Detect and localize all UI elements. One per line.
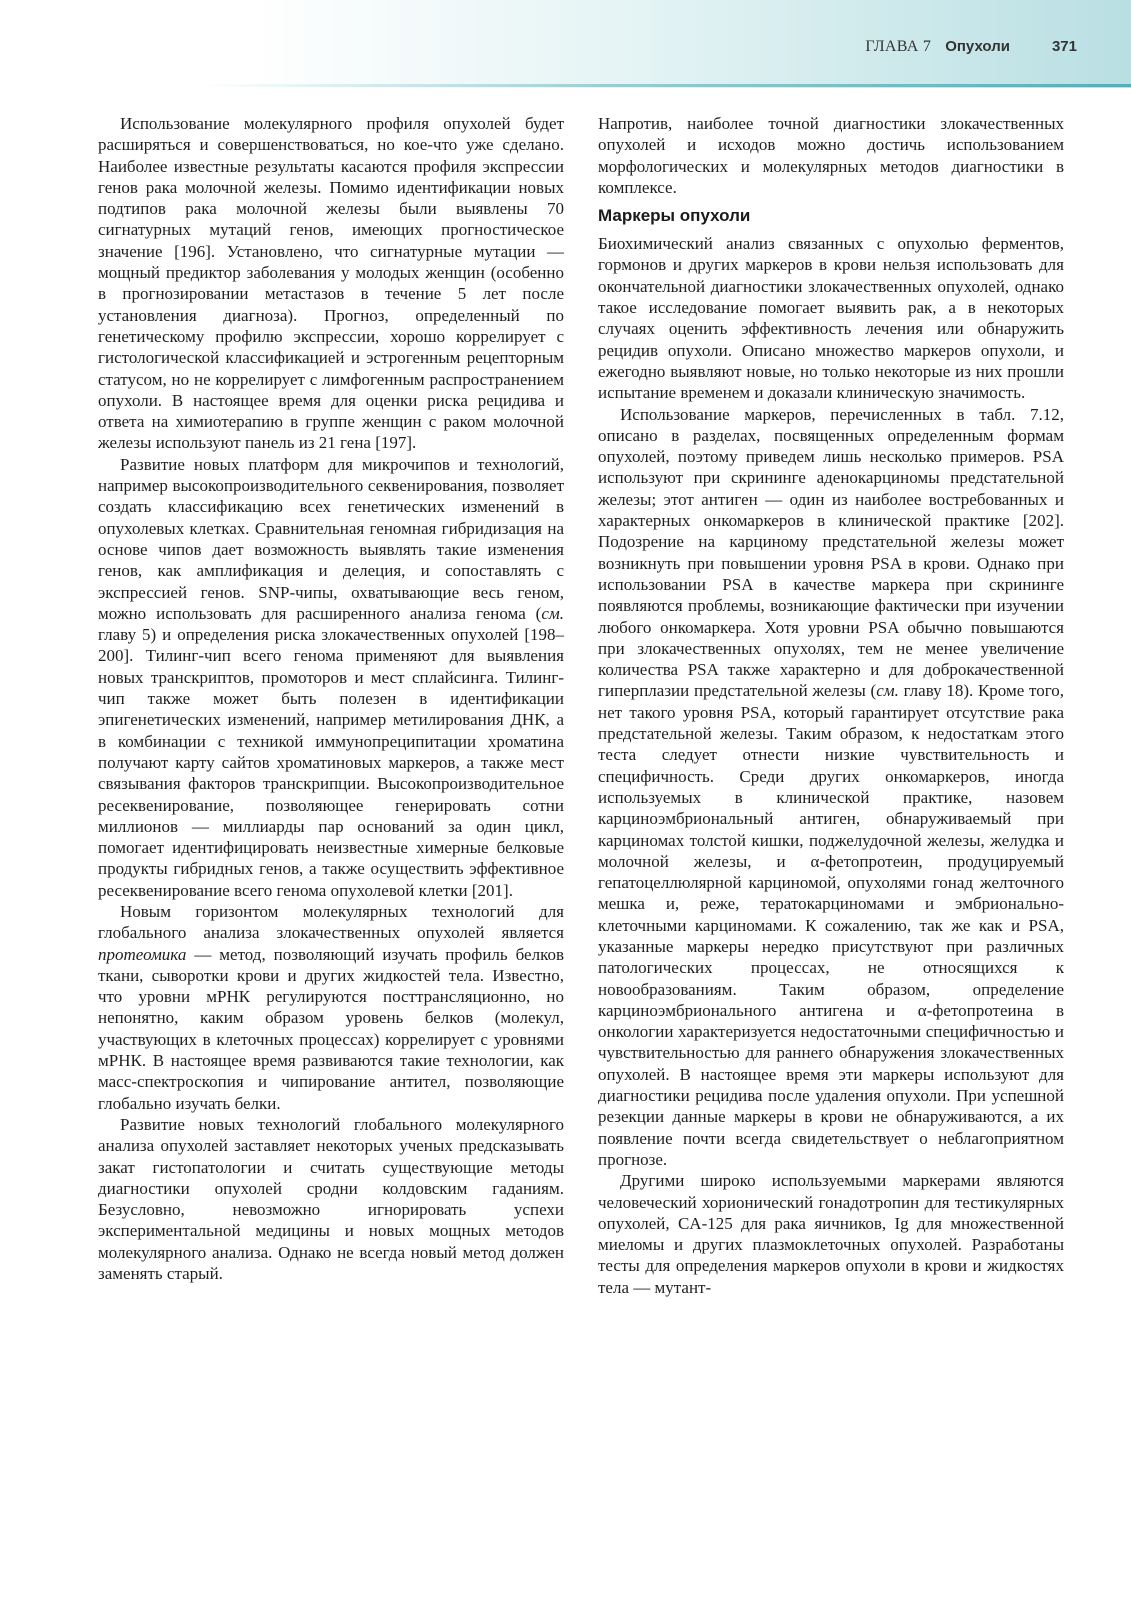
paragraph: Новым горизонтом молекулярных технологий для глобального анализа злокачественных опухолей является протеомика — метод, позволяющий изучать профиль белков ткани, сыворотки крови и других жидкостей тела. Известно, что уровни мРНК регулируются посттрансляционно, но непонятно, каким образом уровень белков (молекул, участвующих в клеточных процессах) коррелирует с уровнями мРНК. В настоящее время развиваются такие технологии, как масс-спектроскопия и чипирование антител, позволяющие глобально изучать белки. xyxy=(98,901,564,1113)
chapter-title: Опухоли xyxy=(945,38,1010,55)
header-rule xyxy=(0,84,1131,87)
paragraph: Биохимический анализ связанных с опухолью ферментов, гормонов и других маркеров в крови нельзя использовать для окончательной диагностики злокачественных опухолей, однако такое исследование помогает выявить рак, а в некоторых случаях оценить эффективность лечения или обнаружить рецидив опухоли. Описано множество маркеров опухоли, и ежегодно выявляют новые, но только некоторые из них прошли испытание временем и доказали клиническую значимость. xyxy=(598,234,1064,403)
left-column xyxy=(98,113,564,1284)
paragraph: Использование маркеров, перечисленных в табл. 7.12, описано в разделах, посвященных определенным формам опухолей, поэтому приведем лишь несколько примеров. PSA используют при скрининге аденокарциномы предстательной железы; этот антиген — один из наиболее востребованных и характерных онкомаркеров в клинической практике [202]. Подозрение на карциному предстательной железы может возникнуть при повышении уровня PSA в крови. Однако при использовании PSA в качестве маркера при скрининге появляются проблемы, возникающие фактически при изучении любого онкомаркера. Хотя уровни PSA обычно повышаются при злокачественных опухолях, тем не менее увеличение количества PSA также характерно и для доброкачественной гиперплазии предстательной железы (см. главу 18). Кроме того, нет такого уровня PSA, который гарантирует отсутствие рака предстательной железы. Таким образом, к недостаткам этого теста следует отнести низкие чувствительность и специфичность. Среди других онкомаркеров, иногда используемых в клинической практике, назовем карциноэмбриональный антиген, обнаруживаемый при карциномах толстой кишки, поджелудочной железы, желудка и молочной железы, и α-фетопротеин, продуцируемый гепатоцеллюлярной карциномой, опухолями гонад желточного мешка и, реже, тератокарциномами и эмбрионально-клеточными карциномами. К сожалению, так же как и PSA, указанные маркеры нередко присутствуют при различных патологических процессах, не относящихся к новообразованиям. Таким образом, определение карциноэмбрионального антигена и α-фетопротеина в онкологии характеризуется недостаточными специфичностью и чувствительностью для раннего обнаружения злокачественных опухолей. В настоящее время эти маркеры используют для диагностики рецидива после удаления опухоли. При успешной резекции данные маркеры в крови не обнаруживаются, а их появление почти всегда свидетельствует о неблагоприятном прогнозе. xyxy=(598,404,1064,1169)
right-column xyxy=(598,113,1064,1298)
paragraph: Использование молекулярного профиля опухолей будет расширяться и совершенствоваться, но кое-что уже сделано. Наиболее известные результаты касаются профиля экспрессии генов рака молочной железы. Помимо идентификации новых подтипов рака молочной железы были выявлены 70 сигнатурных мутаций генов, имеющих прогностическое значение [196]. Установлено, что сигнатурные мутации — мощный предиктор заболевания у молодых женщин (особенно в прогнозировании метастазов в течение 5 лет после установления диагноза). Прогноз, определенный по генетическому профилю экспрессии, хорошо коррелирует с гистологической классификацией и эстрогенным рецепторным статусом, но не коррелирует с лимфогенным распространением опухоли. В настоящее время для оценки риска рецидива и ответа на химиотерапию в группе женщин с раком молочной железы используют панель из 21 гена [197]. xyxy=(98,114,564,453)
chapter-label: ГЛАВА 7 xyxy=(865,38,932,55)
section-heading: Маркеры опухоли xyxy=(598,206,751,226)
paragraph: Развитие новых платформ для микрочипов и технологий, например высокопроизводительного секвенирования, позволяет создать классификацию всех генетических изменений в опухолевых клетках. Сравнительная геномная гибридизация на основе чипов дает возможность выявлять такие изменения генов, как амплификация и делеция, и сопоставлять с экспрессией генов. SNP-чипы, охватывающие весь геном, можно использовать для расширенного анализа генома (см. главу 5) и определения риска злокачественных опухолей [198–200]. Тилинг-чип всего генома применяют для выявления новых транскриптов, промоторов и мест сплайсинга. Тилинг-чип также может быть полезен в идентификации эпигенетических изменений, например метилирования ДНК, а в комбинации с техникой иммунопреципитации хроматина получают карту сайтов хроматиновых маркеров, а также мест связывания факторов транскрипции. Высокопроизводительное ресеквенирование, позволяющее генерировать сотни миллионов — миллиарды пар оснований за один цикл, помогает идентифицировать неизвестные химерные белковые продукты гибридных генов, а также осуществить эффективное ресеквенирование всего генома опухолевой клетки [201]. xyxy=(98,454,564,900)
paragraph: Напротив, наиболее точной диагностики злокачественных опухолей и исходов можно достичь использованием морфологических и молекулярных методов диагностики в комплексе. xyxy=(598,114,1064,197)
page-number: 371 xyxy=(1051,38,1077,55)
running-head xyxy=(865,38,1077,60)
paragraph: Развитие новых технологий глобального молекулярного анализа опухолей заставляет некоторых ученых предсказывать закат гистопатологии и считать существующие методы диагностики опухолей сродни колдовским гаданиям. Безусловно, невозможно игнорировать успехи экспериментальной медицины и новых мощных методов молекулярного анализа. Однако не всегда новый метод должен заменять старый. xyxy=(98,1114,564,1284)
paragraph: Другими широко используемыми маркерами являются человеческий хорионический гонадотропин для тестикулярных опухолей, CA-125 для рака яичников, Ig для множественной миеломы и других плазмоклеточных опухолей. Разработаны тесты для определения маркеров опухоли в крови и жидкостях тела — мутант- xyxy=(598,1171,1064,1297)
